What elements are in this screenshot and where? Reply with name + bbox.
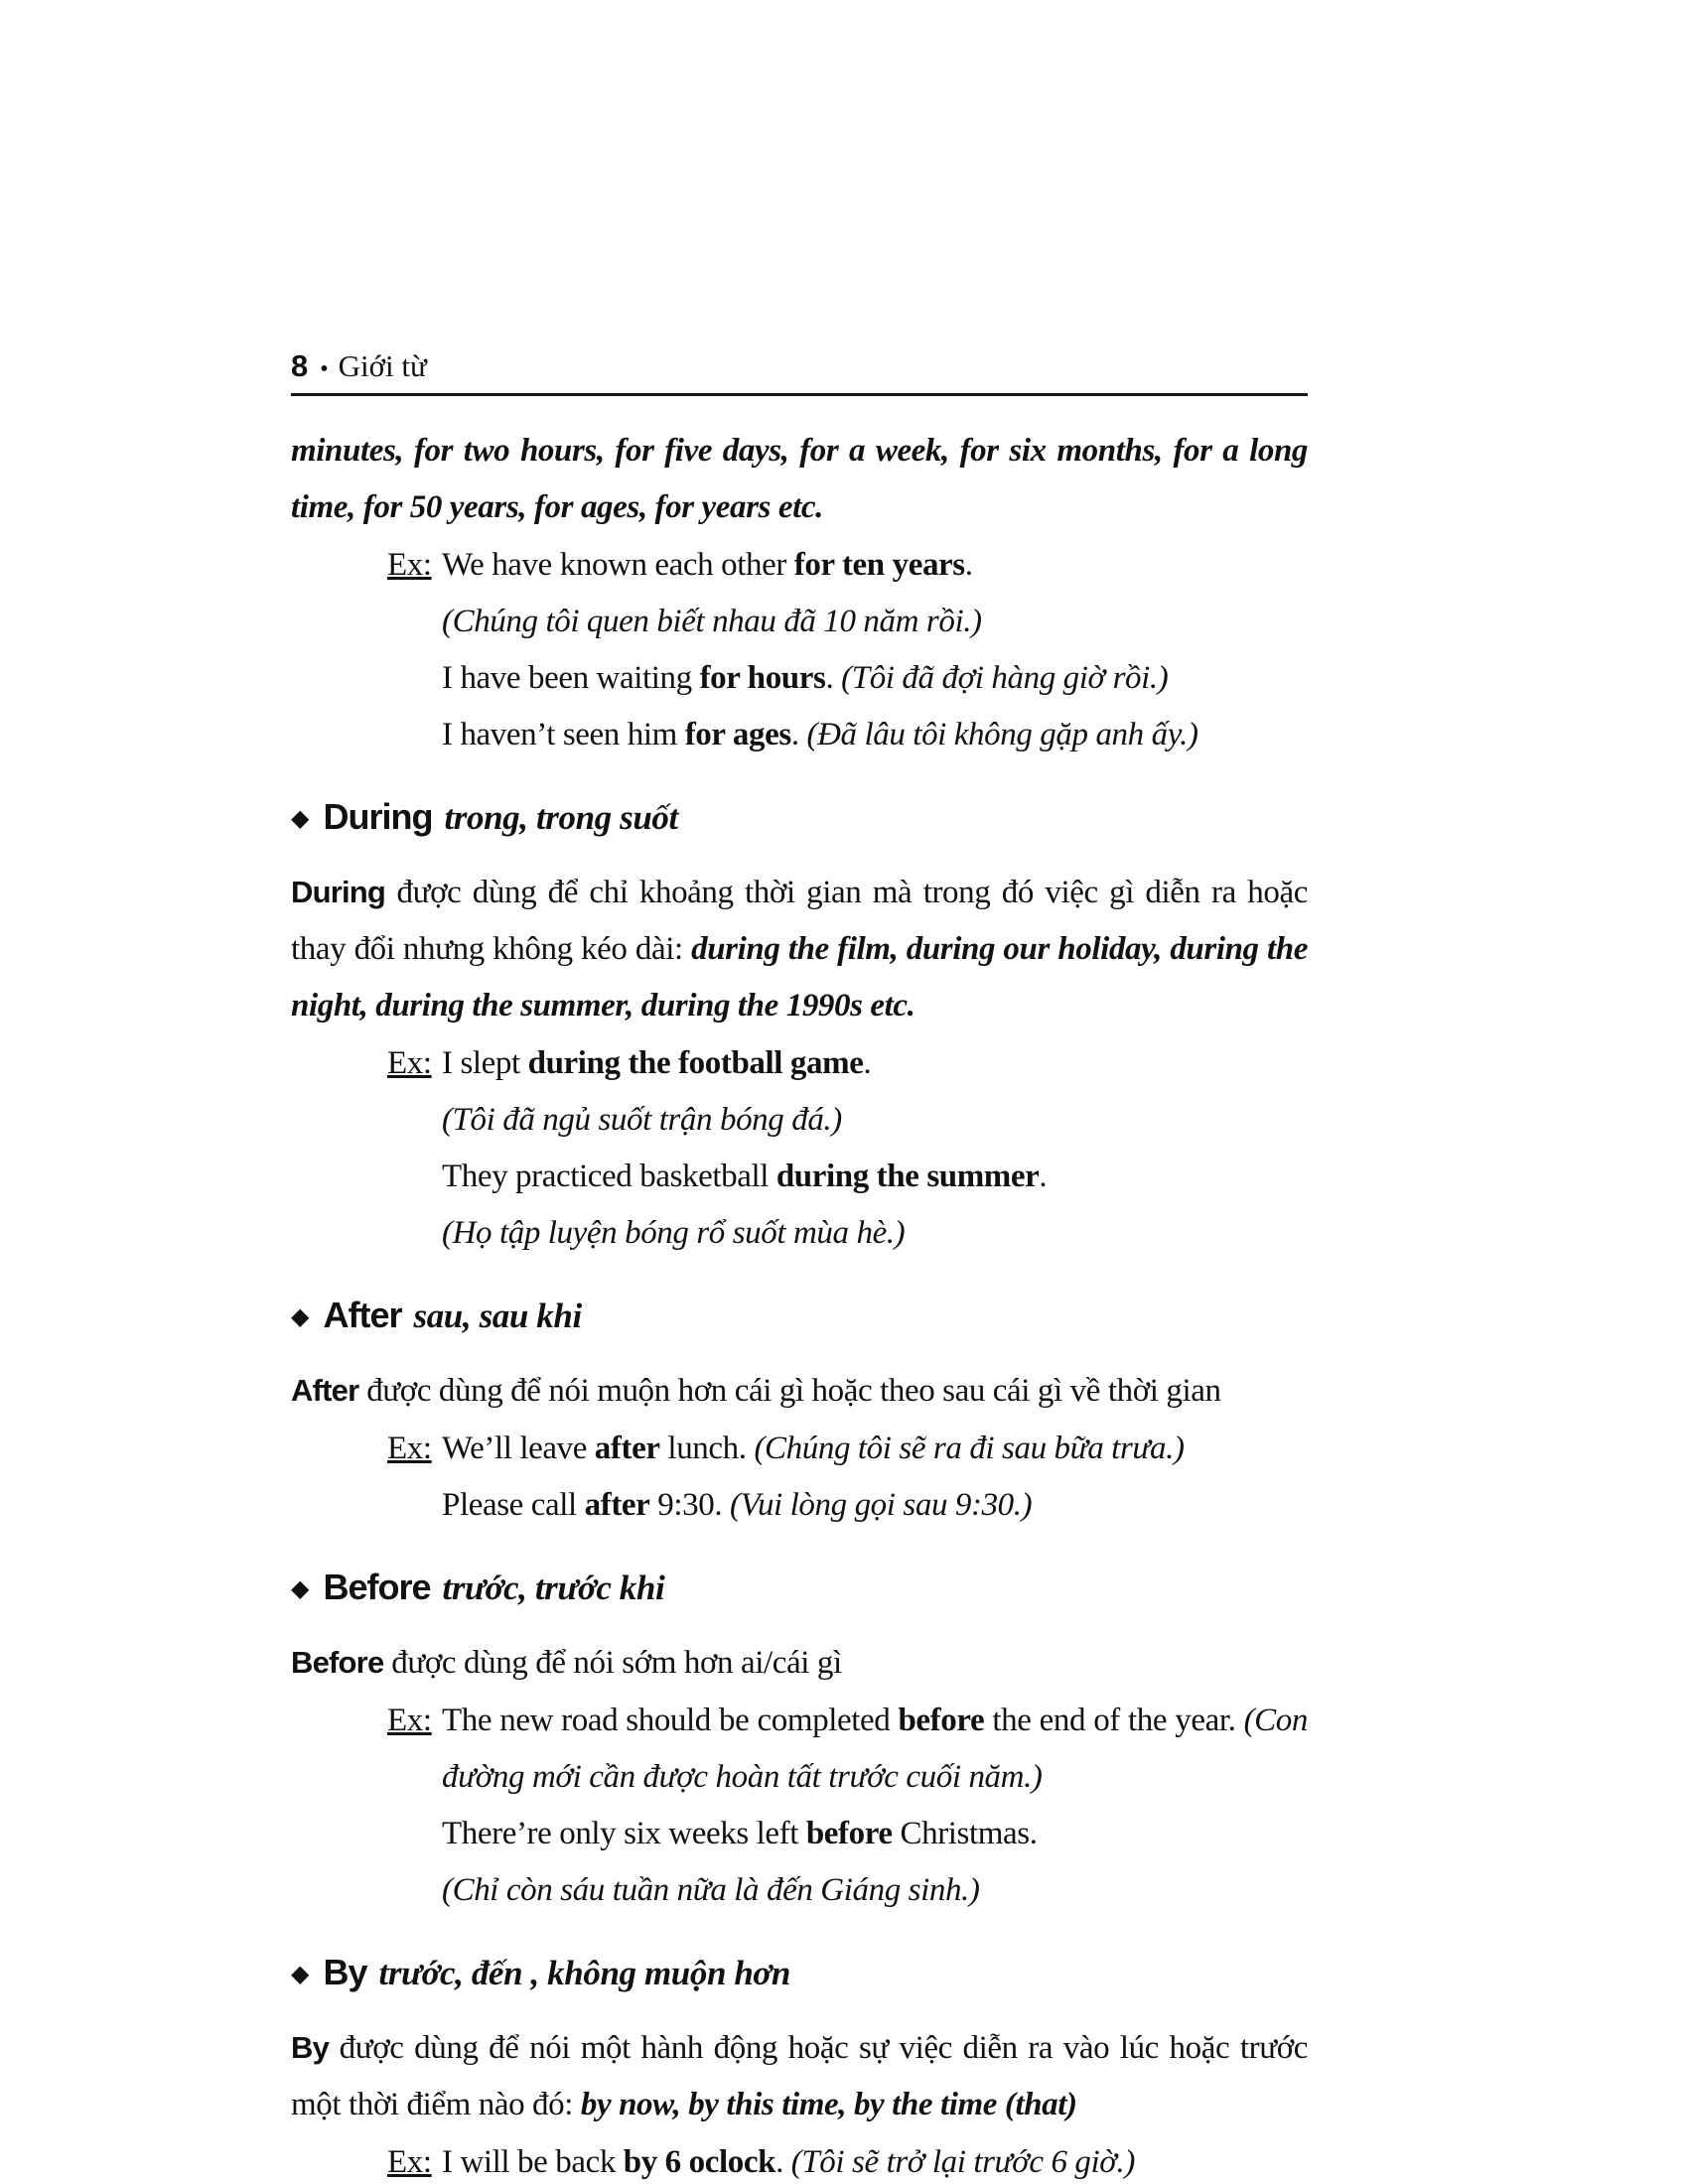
text-run: before	[805, 1816, 893, 1851]
text-run: minutes, for two hours, for five days, for a week, for six months, for a long time, for 50 years, for ages, for years etc.	[291, 433, 1308, 525]
text-run: (Vui lòng gọi sau 9:30.)	[730, 1487, 1033, 1523]
text-run: (Tôi đã ngủ suốt trận bóng đá.)	[442, 1102, 842, 1138]
text-run: được dùng để chỉ khoảng thời gian mà trong đó việc gì diễn ra hoặc thay đổi nhưng không kéo dài:	[291, 875, 1308, 967]
example-label-wrap	[387, 1035, 442, 1092]
heading-keyword: During	[323, 796, 433, 837]
section-heading	[291, 1287, 1308, 1351]
text-column	[291, 349, 1308, 2184]
text-run: the end of the year.	[984, 1703, 1244, 1738]
example-line	[291, 1205, 1308, 1262]
page-content	[291, 423, 1308, 2184]
text-run: (Tôi đã đợi hàng giờ rồi.)	[841, 660, 1169, 696]
example-label: Ex:	[387, 1431, 432, 1466]
example-line	[291, 594, 1308, 650]
example-line	[291, 1477, 1308, 1534]
text-run: .	[790, 717, 807, 752]
text-run: .	[1039, 1159, 1048, 1194]
text-run: .	[964, 547, 973, 583]
text-run: (Chúng tôi sẽ ra đi sau bữa trưa.)	[754, 1431, 1185, 1466]
text-run: .	[825, 660, 842, 696]
text-run: We have known each other	[442, 547, 794, 583]
text-run: after	[594, 1431, 660, 1466]
text-run: During	[291, 875, 386, 909]
text-run: (Con đường mới cần được hoàn tất trước cuối năm.)	[442, 1703, 1308, 1795]
heading-keyword: After	[323, 1295, 402, 1335]
section-heading	[291, 1559, 1308, 1623]
text-run: (Họ tập luyện bóng rổ suốt mùa hè.)	[442, 1215, 906, 1251]
page-number: 8	[291, 348, 309, 383]
example-line	[291, 650, 1308, 707]
text-run: They practiced basketball	[442, 1159, 776, 1194]
text-run: I slept	[442, 1045, 528, 1081]
paragraph	[291, 864, 1308, 1034]
text-run: for ten years	[793, 547, 965, 583]
text-run: .	[863, 1045, 872, 1081]
heading-keyword: By	[323, 1952, 367, 1992]
text-run: I have been waiting	[442, 660, 700, 696]
text-run: for ages	[684, 717, 791, 752]
section-heading	[291, 1944, 1308, 2008]
text-run: lunch.	[659, 1431, 755, 1466]
text-run: Before	[291, 1645, 384, 1680]
diamond-bullet-icon: ◆	[291, 1962, 310, 1987]
example-group	[291, 1693, 1308, 1919]
section-heading	[291, 788, 1308, 853]
text-run: by 6 oclock	[623, 2144, 776, 2180]
example-label: Ex:	[387, 2144, 432, 2180]
example-line	[291, 1862, 1308, 1919]
example-label: Ex:	[387, 547, 432, 583]
heading-keyword: Before	[323, 1567, 431, 1607]
text-run: được dùng để nói muộn hơn cái gì hoặc theo sau cái gì về thời gian	[358, 1373, 1221, 1409]
example-label-wrap	[387, 1421, 442, 1477]
example-line	[291, 1035, 1308, 1092]
example-label: Ex:	[387, 1703, 432, 1738]
example-line	[291, 707, 1308, 763]
example-label-wrap	[387, 1693, 442, 1749]
chapter-title: Giới từ	[338, 348, 427, 383]
example-line	[291, 1149, 1308, 1205]
heading-translation: sau, sau khi	[413, 1297, 582, 1335]
example-group	[291, 1421, 1308, 1534]
example-line	[291, 1421, 1308, 1477]
example-label-wrap	[387, 537, 442, 594]
example-group	[291, 537, 1308, 763]
running-head	[291, 349, 1308, 396]
text-run: (Chỉ còn sáu tuần nữa là đến Giáng sinh.)	[442, 1872, 980, 1908]
text-run: .	[775, 2144, 791, 2180]
text-run: (Chúng tôi quen biết nhau đã 10 năm rồi.)	[442, 604, 982, 639]
example-line	[291, 2134, 1308, 2184]
diamond-bullet-icon: ◆	[291, 1304, 310, 1330]
text-run: There’re only six weeks left	[442, 1816, 806, 1851]
text-run: Please call	[442, 1487, 585, 1523]
text-run: (Tôi sẽ trở lại trước 6 giờ.)	[790, 2144, 1135, 2180]
example-line	[291, 537, 1308, 594]
heading-translation: trước, đến , không muộn hơn	[378, 1954, 790, 1992]
text-run: Christmas.	[892, 1816, 1038, 1851]
paragraph	[291, 1634, 1308, 1692]
example-line	[291, 1092, 1308, 1149]
example-label: Ex:	[387, 1045, 432, 1081]
text-run: We’ll leave	[442, 1431, 595, 1466]
text-run: after	[584, 1487, 650, 1523]
text-run: After	[291, 1373, 359, 1408]
example-label-wrap	[387, 2134, 442, 2184]
paragraph	[291, 423, 1308, 536]
paragraph	[291, 1362, 1308, 1420]
example-line	[291, 1806, 1308, 1862]
text-run: I will be back	[442, 2144, 624, 2180]
text-run: I haven’t seen him	[442, 717, 685, 752]
example-line	[291, 1693, 1308, 1806]
example-group	[291, 2134, 1308, 2184]
heading-translation: trước, trước khi	[442, 1569, 665, 1607]
text-run: for hours	[699, 660, 826, 696]
text-run: by now, by this time, by the time (that)	[580, 2087, 1077, 2122]
heading-translation: trong, trong suốt	[444, 798, 678, 837]
bullet-separator-icon: •	[320, 356, 329, 382]
text-run: during the football game	[527, 1045, 864, 1081]
example-group	[291, 1035, 1308, 1262]
text-run: By	[291, 2030, 330, 2065]
text-run: before	[898, 1703, 985, 1738]
text-run: The new road should be completed	[442, 1703, 899, 1738]
paragraph	[291, 2019, 1308, 2133]
text-run: 9:30.	[649, 1487, 731, 1523]
text-run: được dùng để nói một hành động hoặc sự việc diễn ra vào lúc hoặc trước một thời điểm nào đó:	[291, 2030, 1308, 2122]
text-run: được dùng để nói sớm hơn ai/cái gì	[383, 1645, 842, 1681]
diamond-bullet-icon: ◆	[291, 806, 310, 832]
text-run: (Đã lâu tôi không gặp anh ấy.)	[806, 717, 1198, 752]
text-run: during the film, during our holiday, during the night, during the summer, during the 1990s etc.	[291, 931, 1308, 1024]
text-run: during the summer	[775, 1159, 1040, 1194]
diamond-bullet-icon: ◆	[291, 1576, 310, 1602]
